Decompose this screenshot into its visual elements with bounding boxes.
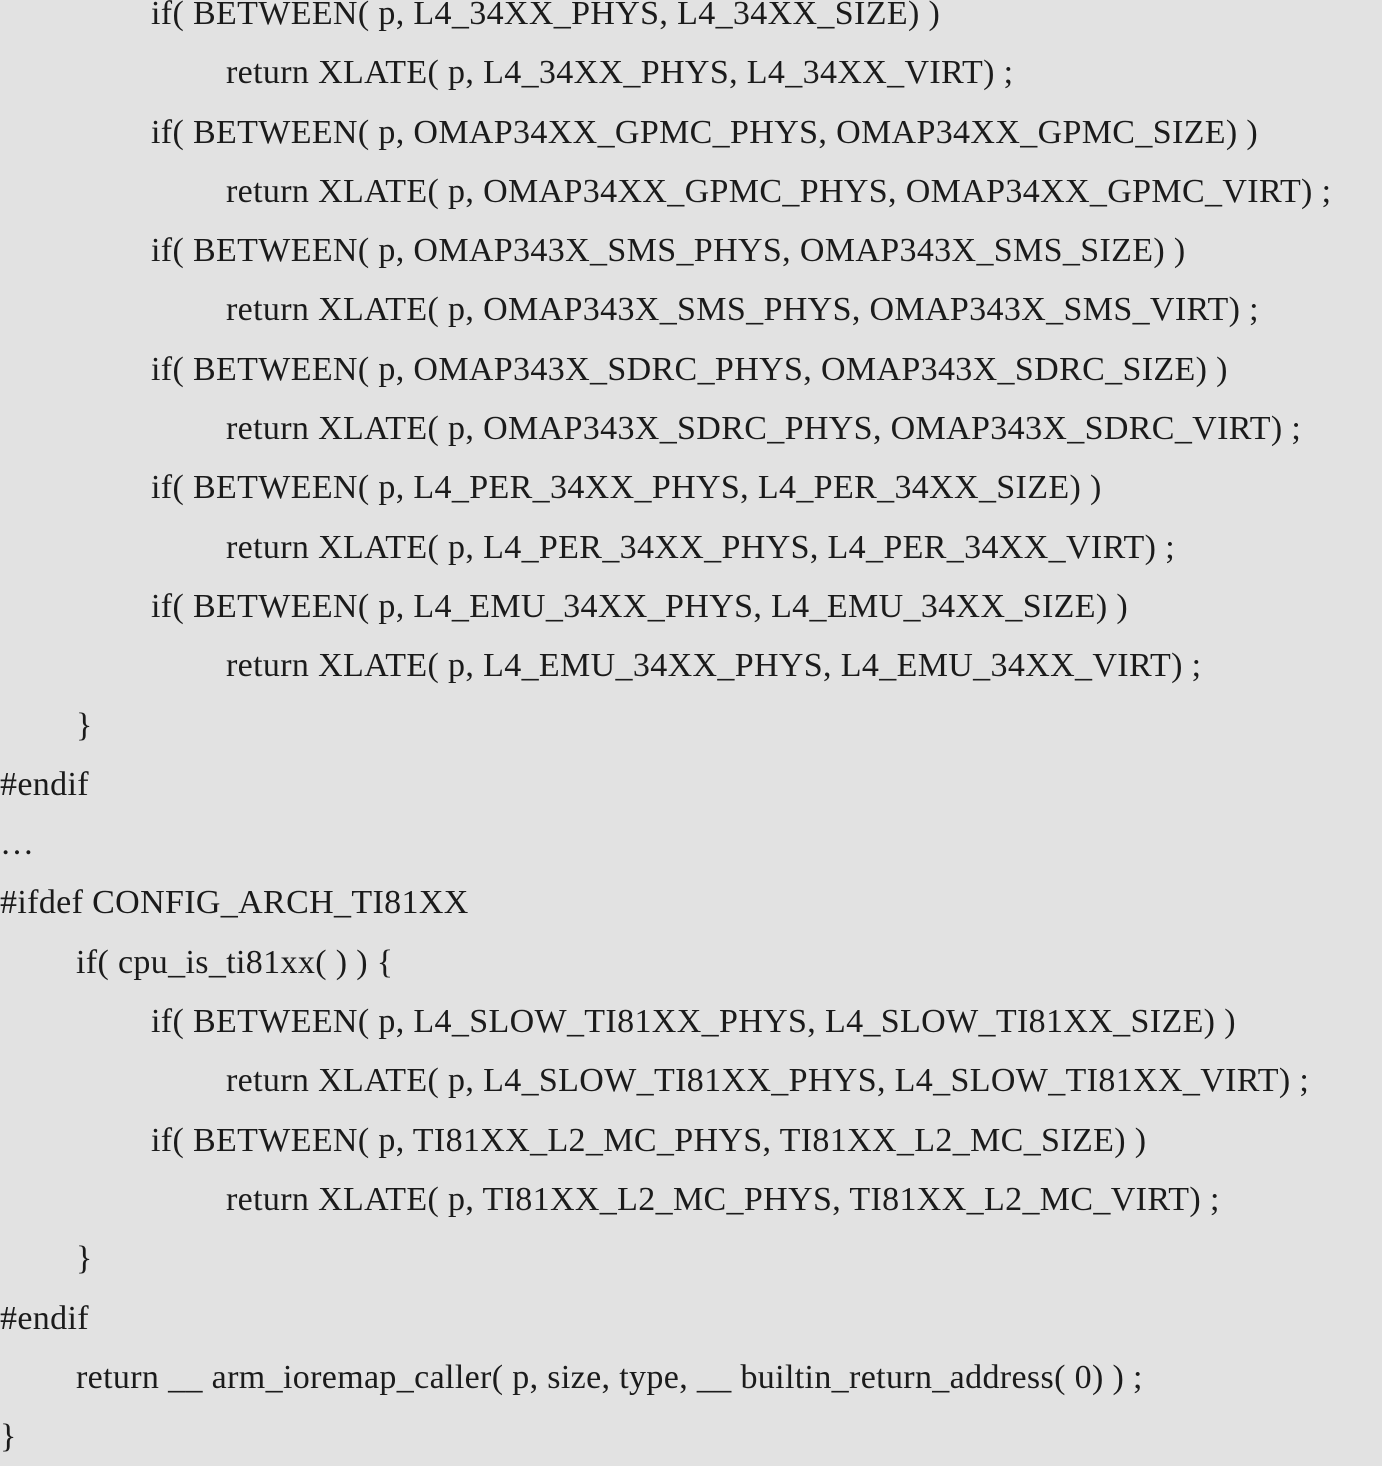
preprocessor-ifdef: #ifdef CONFIG_ARCH_TI81XX <box>0 884 469 922</box>
code-line: if( BETWEEN( p, L4_EMU_34XX_PHYS, L4_EMU_34XX_SIZE) ) <box>151 587 1129 625</box>
code-line: return XLATE( p, L4_SLOW_TI81XX_PHYS, L4_SLOW_TI81XX_VIRT) ; <box>226 1062 1310 1100</box>
preprocessor-endif: #endif <box>0 1299 89 1337</box>
closing-brace: } <box>76 706 93 744</box>
code-line: if( cpu_is_ti81xx( ) ) { <box>76 943 394 981</box>
code-line: if( BETWEEN( p, L4_PER_34XX_PHYS, L4_PER_34XX_SIZE) ) <box>151 469 1102 507</box>
code-line: return XLATE( p, OMAP343X_SDRC_PHYS, OMAP343X_SDRC_VIRT) ; <box>226 410 1302 448</box>
code-line: return XLATE( p, L4_34XX_PHYS, L4_34XX_VIRT) ; <box>226 54 1014 92</box>
code-line: if( BETWEEN( p, OMAP343X_SMS_PHYS, OMAP343X_SMS_SIZE) ) <box>151 232 1186 270</box>
code-line: return XLATE( p, OMAP34XX_GPMC_PHYS, OMAP34XX_GPMC_VIRT) ; <box>226 172 1332 210</box>
code-line: if( BETWEEN( p, L4_SLOW_TI81XX_PHYS, L4_SLOW_TI81XX_SIZE) ) <box>151 1003 1236 1041</box>
ellipsis-line: … <box>0 825 35 863</box>
code-line: if( BETWEEN( p, OMAP34XX_GPMC_PHYS, OMAP34XX_GPMC_SIZE) ) <box>151 113 1259 151</box>
code-line: return XLATE( p, OMAP343X_SMS_PHYS, OMAP343X_SMS_VIRT) ; <box>226 291 1259 329</box>
code-line: return XLATE( p, TI81XX_L2_MC_PHYS, TI81XX_L2_MC_VIRT) ; <box>226 1180 1220 1218</box>
closing-brace: } <box>76 1240 93 1278</box>
code-line: return XLATE( p, L4_PER_34XX_PHYS, L4_PER_34XX_VIRT) ; <box>226 528 1175 566</box>
code-line: return XLATE( p, L4_EMU_34XX_PHYS, L4_EMU_34XX_VIRT) ; <box>226 647 1202 685</box>
closing-brace: } <box>0 1418 17 1456</box>
code-line: if( BETWEEN( p, TI81XX_L2_MC_PHYS, TI81XX_L2_MC_SIZE) ) <box>151 1121 1147 1159</box>
code-line: if( BETWEEN( p, L4_34XX_PHYS, L4_34XX_SIZE) ) <box>151 0 941 32</box>
code-line: return __ arm_ioremap_caller( p, size, type, __ builtin_return_address( 0) ) ; <box>76 1358 1143 1396</box>
code-line: if( BETWEEN( p, OMAP343X_SDRC_PHYS, OMAP343X_SDRC_SIZE) ) <box>151 350 1228 388</box>
preprocessor-endif: #endif <box>0 765 89 803</box>
